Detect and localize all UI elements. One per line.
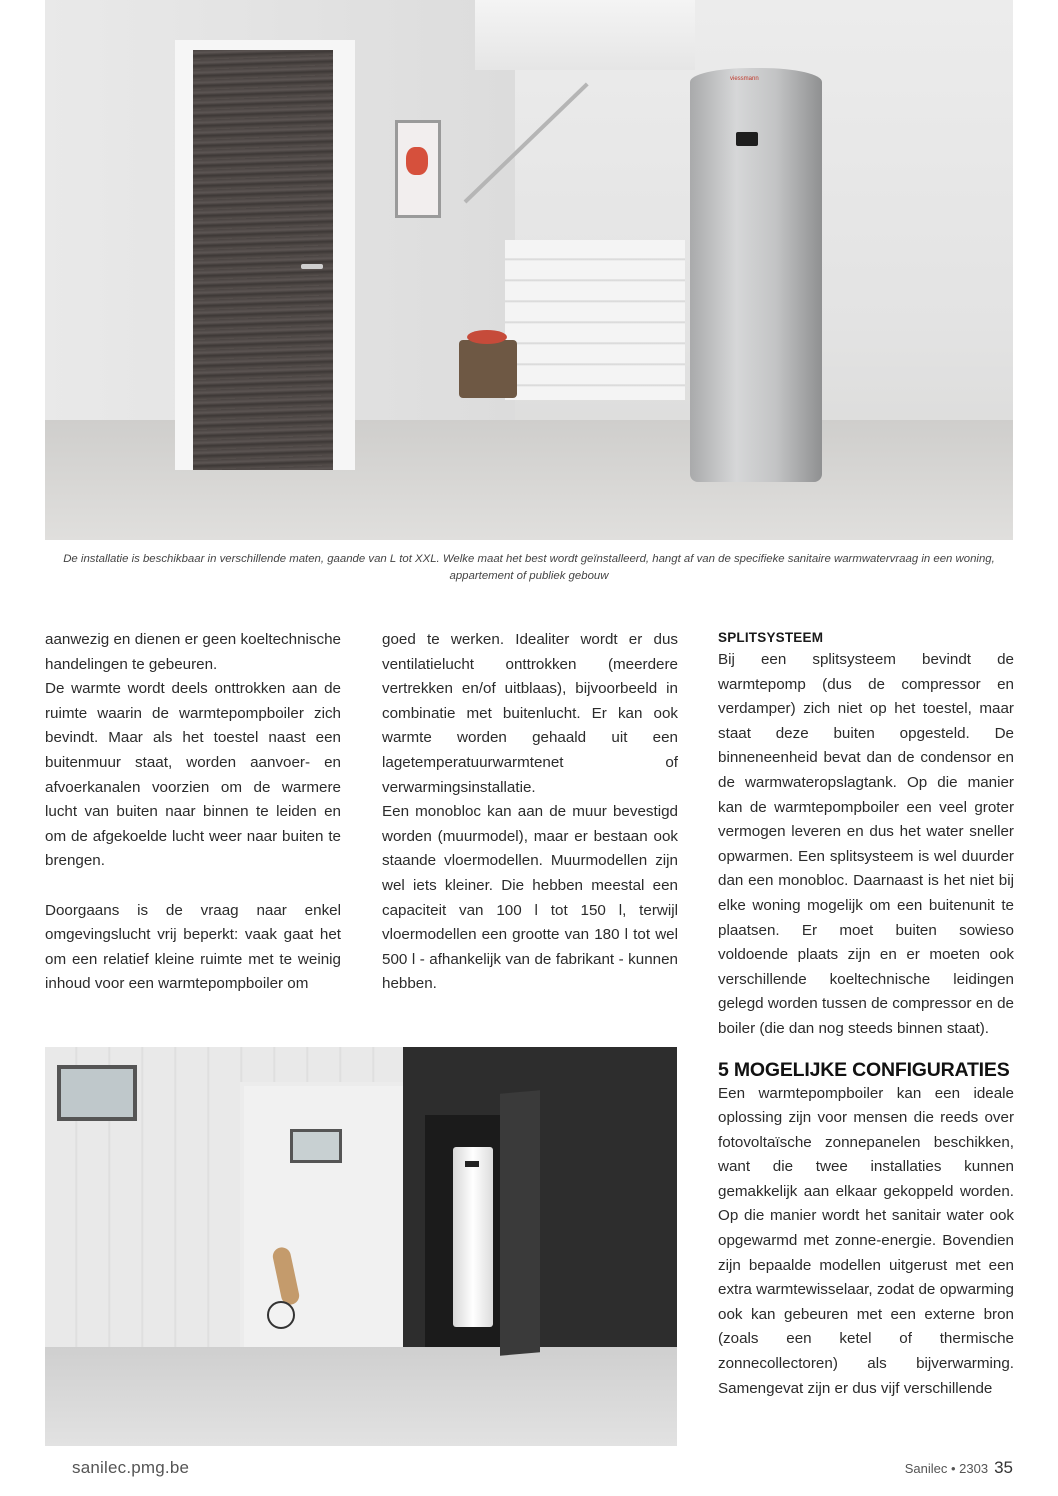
photo-window	[290, 1129, 342, 1163]
section-subheading: SPLITSYSTEEM	[718, 630, 824, 645]
paragraph: Doorgaans is de vraag naar enkel omgevingslucht vrij beperkt: vaak gaat het om een relatief kleine ruimte met te weinig inhoud voor een warmtepompboiler om	[45, 901, 341, 993]
photo-door-handle	[301, 264, 323, 269]
footer-issue	[905, 1458, 1013, 1478]
footer-website: sanilec.pmg.be	[72, 1458, 190, 1477]
photo-window	[57, 1065, 137, 1121]
page-number: 35	[994, 1458, 1013, 1477]
paragraph: Bij een splitsysteem bevindt de warmtepomp (dus de compressor en verdamper) zich niet op het toestel, maar staat deze buiten opgesteld. De binneneenheid bevat dan de condensor en de warmwateropslagtank. Op die manier kan de warmtepompboiler een veel groter vermogen leveren en dus het water sneller opwarmen. Een splitsysteem is wel duurder dan een monobloc. Daarnaast is het niet bij elke woning mogelijk om een buitenunit te plaatsen. Er moet buiten sowieso voldoende plaats zijn en er moeten ook verschillende koeltechnische leidingen gelegd worden tussen de compressor en de boiler (die dan nog steeds binnen staat).	[718, 651, 1014, 1037]
photo-heat-pump-boiler	[690, 68, 822, 482]
text-column-2	[382, 628, 678, 997]
unit-display	[465, 1161, 479, 1167]
paragraph: goed te werken. Idealiter wordt er dus ventilatielucht onttrokken (meerdere vertrekken en/of uitblaas), bijvoorbeeld in combinatie met buitenlucht. Er kan ook warmte worden gehaald uit een lagetemperatuurwarmtenet of verwarmingsinstallatie.	[382, 631, 678, 796]
paragraph: aanwezig en dienen er geen koeltechnische handelingen te gebeuren.	[45, 631, 341, 673]
photo-heat-pump-unit	[453, 1147, 493, 1327]
hero-photo	[45, 0, 1013, 540]
secondary-photo	[45, 1047, 677, 1446]
photo-basket	[459, 340, 517, 398]
boiler-display	[736, 132, 758, 146]
photo-floor	[45, 1347, 677, 1446]
paragraph: Een monobloc kan aan de muur bevestigd worden (muurmodel), maar er bestaan ook staande vloermodellen. Muurmodellen zijn wel iets kleiner. Die hebben meestal een capaciteit van 100 l tot 150 l, terwijl vloermodellen een grootte van 180 l tot wel 500 l - afhankelijk van de fabrikant - kunnen hebben.	[382, 803, 678, 993]
boiler-brand-logo: viessmann	[730, 76, 759, 82]
photo-stairs	[505, 240, 685, 400]
issue-label: Sanilec • 2303	[904, 1461, 989, 1476]
photo-doorway	[240, 1082, 413, 1380]
photo-caption: De installatie is beschikbaar in verschillende maten, gaande van L tot XXL. Welke maat het best wordt geïnstalleerd, hangt af van de specifieke sanitaire warmwatervraag in een woning, appartement of publiek gebouw	[63, 553, 995, 582]
paragraph: De warmte wordt deels onttrokken aan de ruimte waarin de warmtepompboiler zich bevindt. Maar als het toestel naast een buitenmuur staat, worden aanvoer- en afvoerkanalen voorzien om de warmere lucht van buiten naar binnen te leiden en om de afgekoelde lucht weer naar buiten te brengen.	[45, 680, 341, 870]
paragraph: Een warmtepompboiler kan een ideale oplossing zijn voor mensen die reeds over fotovoltaïsche zonnepanelen beschikken, want die twee installaties kunnen gemakkelijk aan elkaar gekoppeld worden. Op die manier wordt het sanitair water ook opgewarmd met zonne-energie. Bovendien zijn bepaalde modellen uitgerust met een extra warmtewisselaar, zodat de opwarming ook kan gebeuren met een externe bron (zoals een ketel of thermische zonnecollectoren) als bijverwarming. Samengevat zijn er dus vijf verschillende	[718, 1084, 1014, 1397]
photo-painting	[395, 120, 441, 218]
photo-door	[193, 50, 333, 470]
text-column-3	[718, 628, 1014, 1401]
photo-ceiling	[475, 0, 695, 70]
photo-cabinet-door	[500, 1090, 540, 1355]
photo-football	[267, 1301, 295, 1329]
text-column-1	[45, 628, 341, 997]
section-heading: 5 MOGELIJKE CONFIGURATIES	[718, 1058, 1010, 1081]
